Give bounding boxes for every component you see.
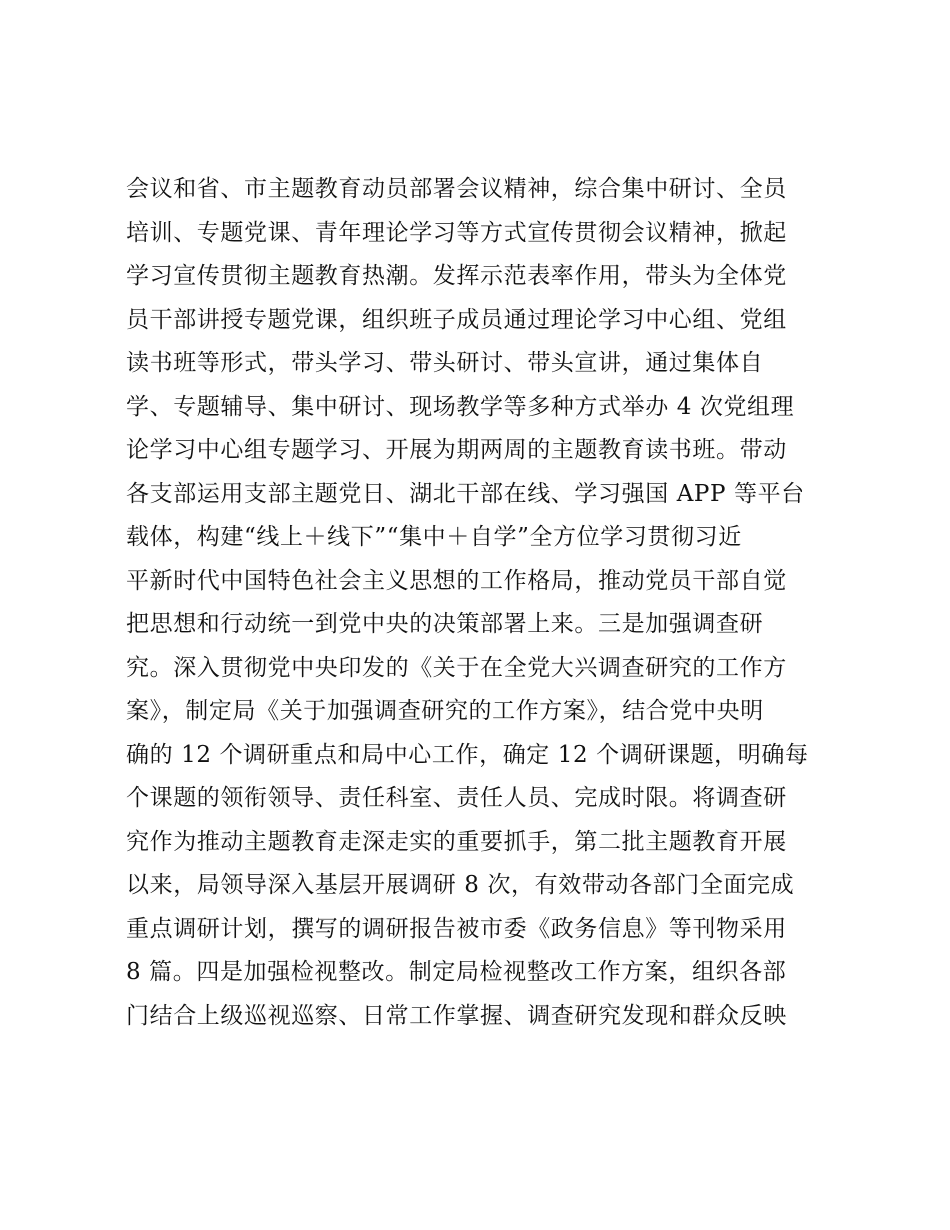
text-line-6: 学、专题辅导、集中研讨、现场教学等多种方式举办 4 次党组理 — [126, 393, 795, 420]
text-line-16: 究作为推动主题教育走深走实的重要抓手，第二批主题教育开展 — [126, 828, 787, 855]
text-line-13: 案》，制定局《关于加强调查研究的工作方案》，结合党中央明 — [126, 698, 764, 724]
text-line-7: 论学习中心组专题学习、开展为期两周的主题教育读书班。带动 — [126, 437, 787, 463]
text-line-17: 以来，局领导深入基层开展调研 8 次，有效带动各部门全面完成 — [126, 872, 795, 898]
text-line-14: 确的 12 个调研重点和局中心工作，确定 12 个调研课题，明确每 — [126, 741, 809, 768]
text-line-1: 会议和省、市主题教育动员部署会议精神，综合集中研讨、全员 — [126, 176, 787, 202]
text-line-8: 各支部运用支部主题党日、湖北干部在线、学习强国 APP 等平台 — [126, 480, 805, 507]
text-line-18: 重点调研计划，撰写的调研报告被市委《政务信息》等刊物采用 — [126, 915, 787, 942]
text-line-2: 培训、专题党课、青年理论学习等方式宣传贯彻会议精神，掀起 — [126, 219, 787, 246]
text-line-3: 学习宣传贯彻主题教育热潮。发挥示范表率作用，带头为全体党 — [126, 263, 787, 289]
text-line-9: 载体，构建“线上＋线下”“集中＋自学”全方位学习贯彻习近 — [126, 524, 742, 550]
text-line-5: 读书班等形式，带头学习、带头研讨、带头宣讲，通过集体自 — [126, 350, 764, 376]
text-line-12: 究。深入贯彻党中央印发的《关于在全党大兴调查研究的工作方 — [126, 654, 787, 681]
text-line-10: 平新时代中国特色社会主义思想的工作格局，推动党员干部自觉 — [126, 567, 787, 594]
text-line-19: 8 篇。四是加强检视整改。制定局检视整改工作方案，组织各部 — [126, 959, 787, 985]
body-text — [126, 168, 826, 1038]
text-line-20: 门结合上级巡视巡察、日常工作掌握、调查研究发现和群众反映 — [126, 1002, 787, 1029]
text-line-11: 把思想和行动统一到党中央的决策部署上来。三是加强调查研 — [126, 611, 764, 637]
text-line-15: 个课题的领衔领导、责任科室、责任人员、完成时限。将调查研 — [126, 785, 787, 811]
text-line-4: 员干部讲授专题党课，组织班子成员通过理论学习中心组、党组 — [126, 306, 787, 333]
